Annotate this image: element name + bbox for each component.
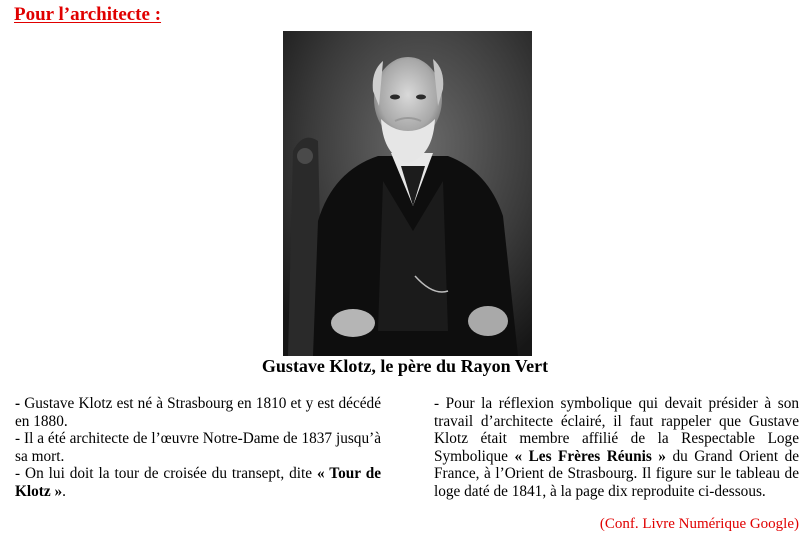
source-reference: (Conf. Livre Numérique Google) [599, 516, 799, 532]
lodge-name: « Les Frères Réunis » [514, 447, 666, 465]
left-column [15, 395, 381, 501]
portrait-illustration [283, 31, 532, 356]
paragraph-architect: - Il a été architecte de l’œuvre Notre-Dame de 1837 jusqu’à sa mort. [15, 430, 381, 465]
right-column [434, 395, 799, 501]
portrait-photo [283, 31, 532, 356]
section-heading: Pour l’architecte : [14, 4, 162, 25]
photo-caption: Gustave Klotz, le père du Rayon Vert [261, 356, 549, 376]
tower-name: « Tour de Klotz » [15, 465, 381, 500]
paragraph-lodge [434, 395, 799, 501]
paragraph-lodge-text: - Pour la réflexion symbolique qui devait présider à son travail d’architecte éclairé, il faut rappeler que Gustave Klotz était membre affilié de la Respectable Loge Symbolique [434, 395, 799, 465]
paragraph-lodge-end: du Grand Orient de France, à l’Orient de Strasbourg. Il figure sur le tableau de loge daté de 1841, à la page dix reproduite ci-dessous. [434, 447, 800, 500]
paragraph-tower-text: - On lui doit la tour de croisée du transept, dite [15, 465, 317, 483]
paragraph-tower [15, 465, 381, 500]
paragraph-birth-text: Gustave Klotz est né à Strasbourg en 1810 et y est décédé en 1880. [15, 395, 381, 430]
paragraph-tower-end: . [62, 482, 66, 500]
bullet-dash: - [15, 395, 21, 412]
paragraph-birth [15, 395, 381, 430]
